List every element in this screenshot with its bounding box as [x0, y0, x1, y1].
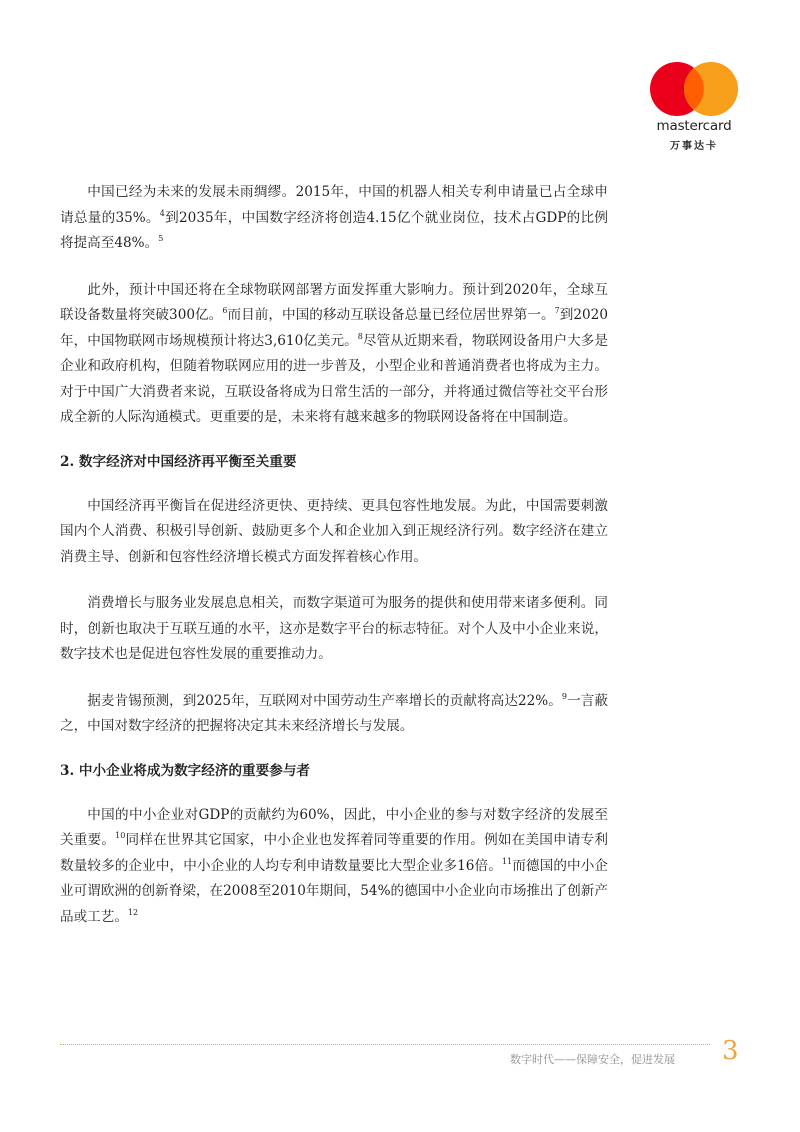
paragraph-2: 此外，预计中国还将在全球物联网部署方面发挥重大影响力。预计到2020年，全球互联设备数量将突破300亿。$^6$而目前，中国的移动互联设备总量已经位居世界第一。$^7$到2020年，中国物联网市场规模预计将达3,610亿美元。$^8$尽管从近期来看，物联网设备用户大多是企业和政府机构，但随着物联网应用的进一步普及，小型企业和普通消费者也将成为主力。对于中国广大消费者来说，互联设备将成为日常生活的一部分，并将通过微信等社交平台形成全新的人际沟通模式。更重要的是，未来将有越来越多的物联网设备将在中国制造。: [60, 281, 608, 425]
section-heading-3: 3. 中小企业将成为数字经济的重要参与者: [60, 762, 311, 779]
paragraph-1: 中国已经为未来的发展未雨绸缪。2015年，中国的机器人相关专利申请量已占全球申请总量的35%。$^4$到2035年，中国数字经济将创造4.15亿个就业岗位，技术占GDP的比例将提高至48%。$^5$: [60, 184, 609, 251]
paragraph-3: 中国经济再平衡旨在促进经济更快、更持续、更具包容性地发展。为此，中国需要刺激国内个人消费、积极引导创新、鼓励更多个人和企业加入到正规经济行列。数字经济在建立消费主导、创新和包容性经济增长模式方面发挥着核心作用。: [60, 497, 608, 565]
footnote-ref: 6: [222, 306, 228, 315]
mastercard-logo: [644, 58, 744, 158]
footnote-ref: 5: [158, 234, 164, 243]
footnote-ref: 7: [554, 306, 560, 315]
footer-title: 数字时代——保障安全，促进发展: [510, 1053, 675, 1066]
paragraph-4: 消费增长与服务业发展息息相关，而数字渠道可为服务的提供和使用带来诸多便利。同时，创新也取决于互联互通的水平，这亦是数字平台的标志特征。对个人及中小企业来说，数字技术也是促进包容性发展的重要推动力。: [60, 595, 608, 662]
logo-wordmark: mastercard: [656, 118, 732, 134]
footnote-ref: 9: [561, 691, 568, 701]
footnote-ref: 8: [357, 331, 363, 341]
paragraph-6: 中国的中小企业对GDP的贡献约为60%，因此，中小企业的参与对数字经济的发展至关重要。$^{10}$同样在世界其它国家，中小企业也发挥着同等重要的作用。例如在美国申请专利数量较多的企业中，中小企业的人均专利申请数量要比大型企业多16倍。$^{11}$而德国的中小企业可谓欧洲的创新脊梁，在2008至2010年期间，54%的德国中小企业向市场推出了创新产品或工艺。$^{12}$: [60, 806, 609, 925]
logo-wordmark-chinese: 万事达卡: [670, 141, 718, 152]
footnote-ref: 12: [127, 907, 139, 917]
footnote-ref: 11: [501, 856, 513, 866]
main-content: [60, 180, 608, 930]
footnote-ref: 10: [115, 831, 126, 840]
mastercard-circles-icon: [648, 60, 740, 118]
section-heading-2: 2. 数字经济对中国经济再平衡至关重要: [60, 453, 297, 470]
paragraph-5: 据麦肯锡预测，到2025年，互联网对中国劳动生产率增长的贡献将高达22%。$^9$一言蔽之，中国对数字经济的把握将决定其未来经济增长与发展。: [60, 691, 608, 734]
page-number: 3: [722, 1036, 739, 1066]
footnote-ref: 4: [159, 208, 165, 218]
footer-divider: [60, 1044, 710, 1045]
